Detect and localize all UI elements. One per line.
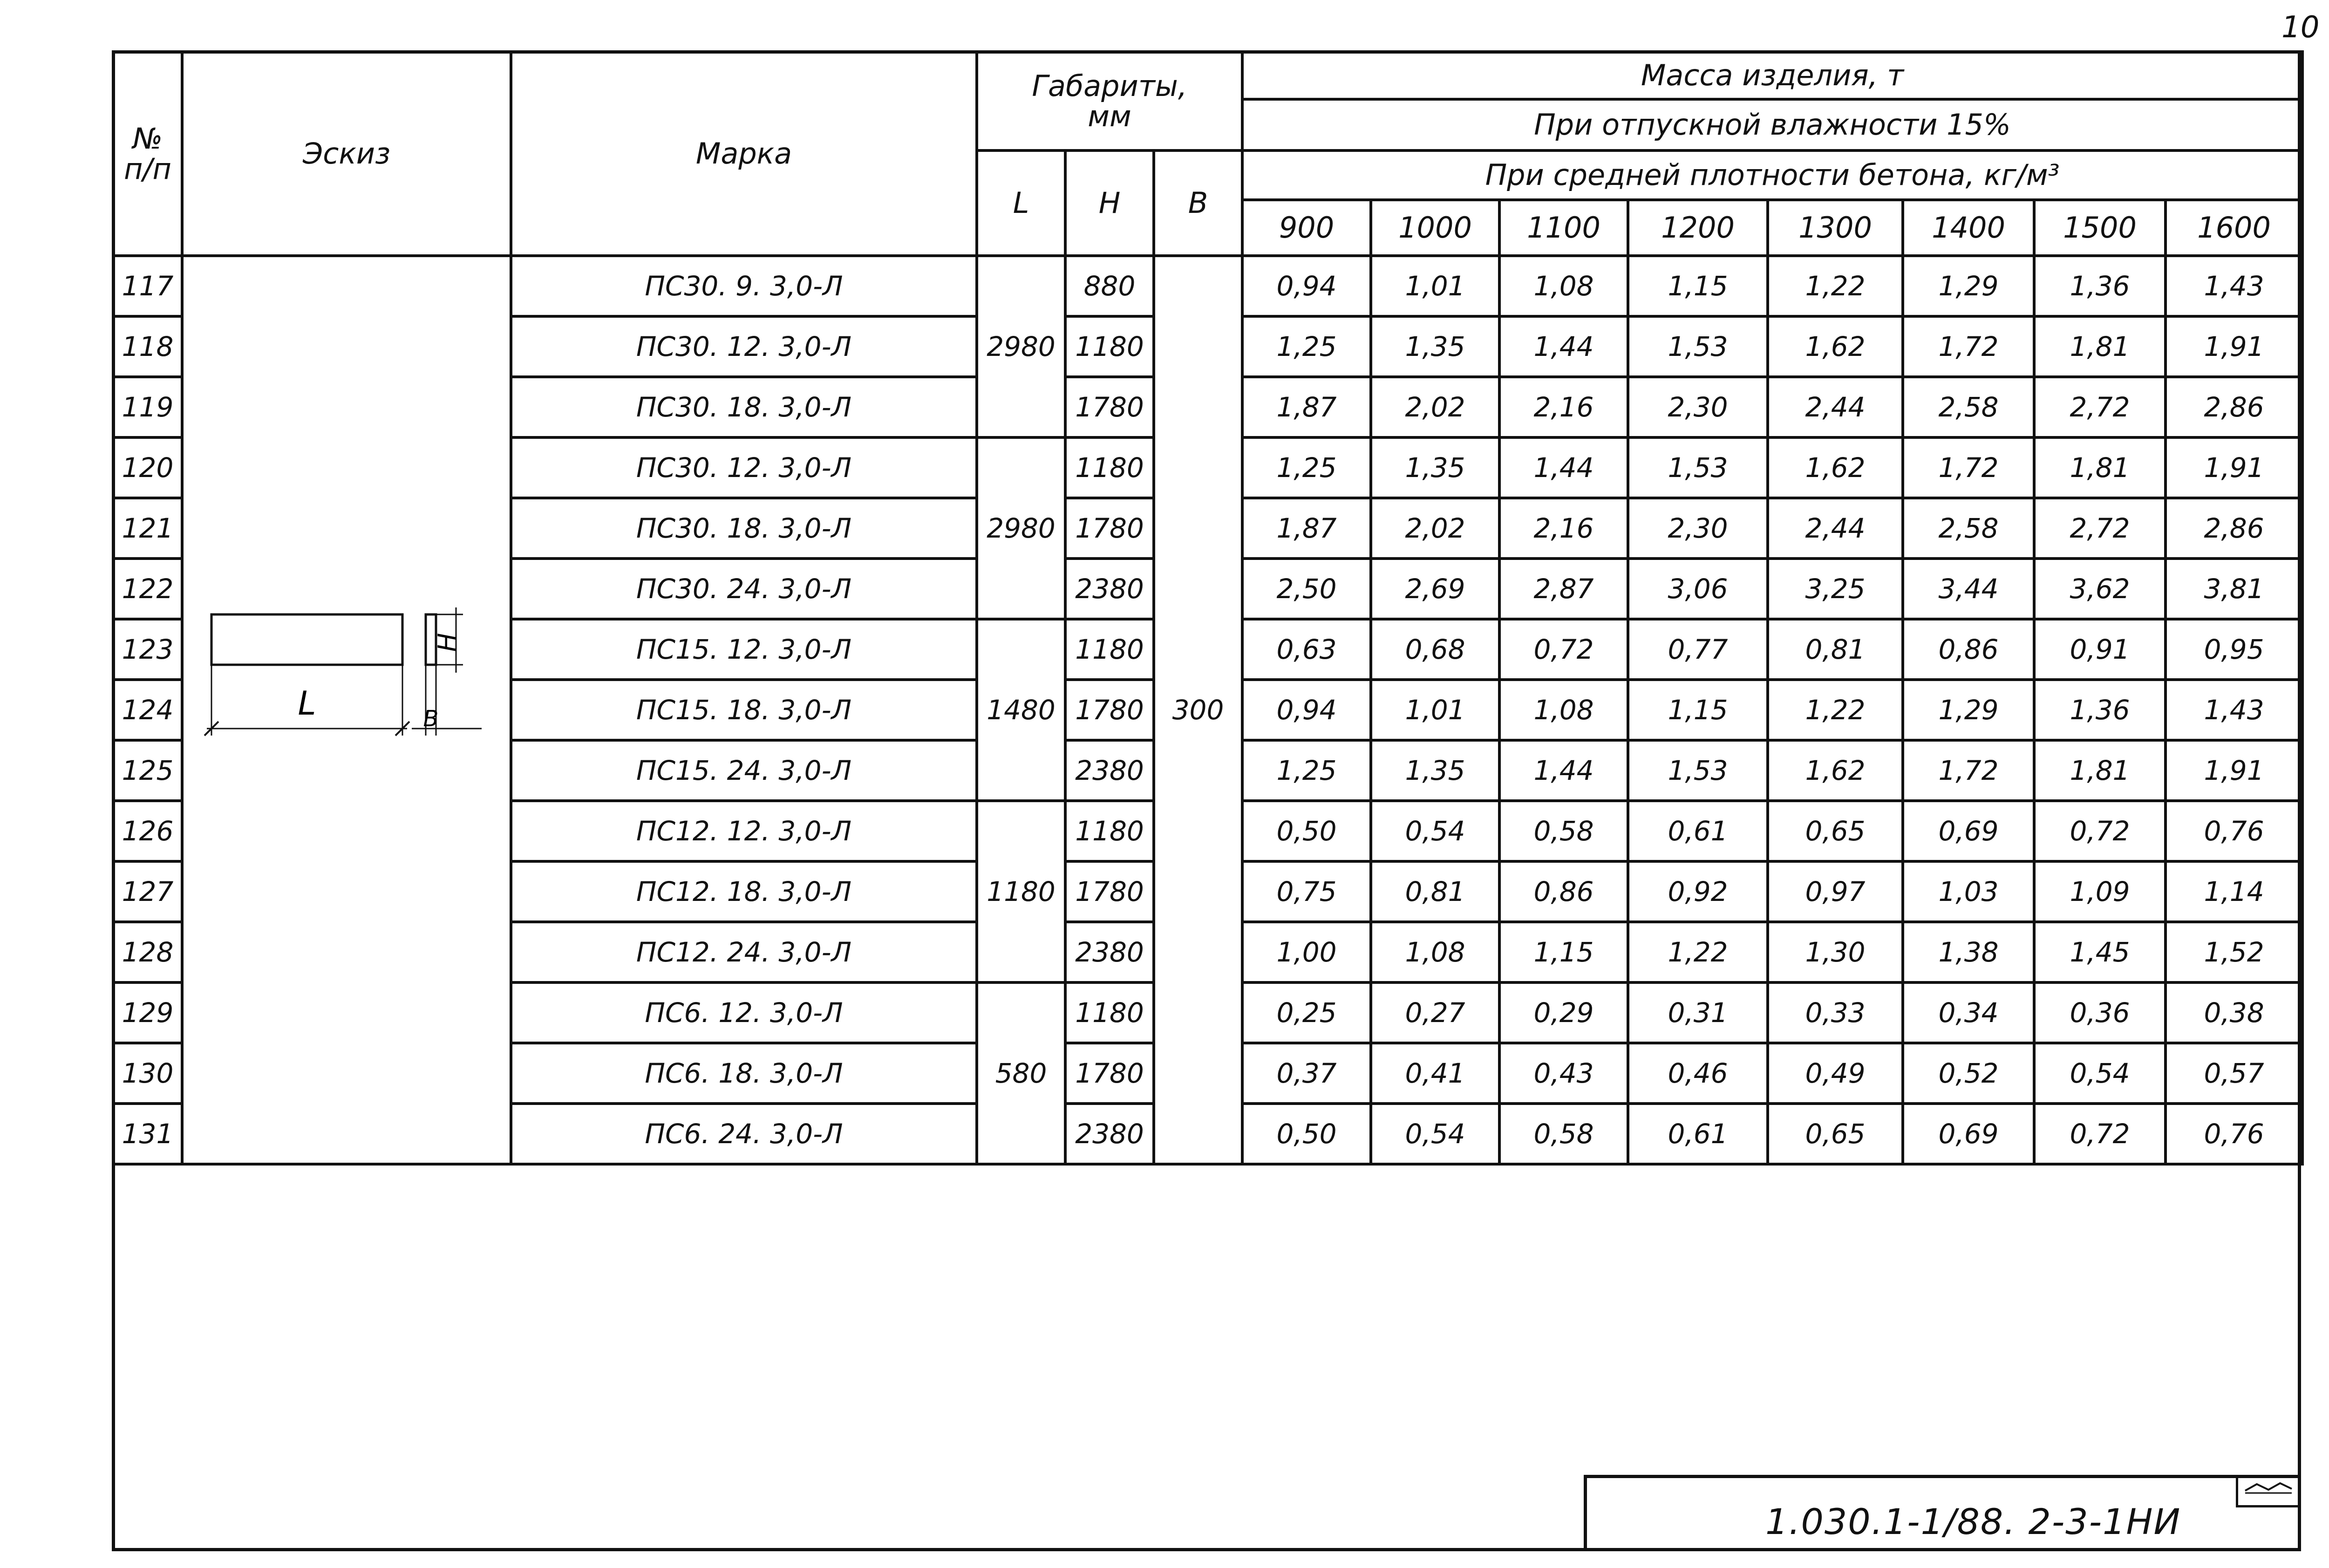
row-mass-value: 1,81: [2034, 740, 2166, 801]
row-length: 580: [977, 982, 1065, 1164]
header-density-value: 900: [1242, 200, 1371, 256]
stamp-mark-icon: [2243, 1480, 2294, 1494]
row-number: 118: [113, 316, 182, 377]
row-number: 130: [113, 1043, 182, 1104]
row-number: 127: [113, 861, 182, 922]
row-mass-value: 0,81: [1768, 619, 1903, 680]
row-mass-value: 2,86: [2166, 498, 2302, 559]
row-mass-value: 1,72: [1903, 437, 2034, 498]
row-mass-value: 1,43: [2166, 256, 2302, 316]
row-mass-value: 0,58: [1499, 1104, 1628, 1164]
table-body: [113, 256, 2302, 1164]
row-height: 1780: [1065, 1043, 1154, 1104]
row-mark: ПС6. 18. 3,0-Л: [511, 1043, 977, 1104]
row-mass-value: 1,25: [1242, 316, 1371, 377]
row-mass-value: 1,08: [1499, 256, 1628, 316]
header-sketch: Эскиз: [182, 52, 511, 256]
row-mass-value: 2,72: [2034, 377, 2166, 437]
row-mass-value: 1,87: [1242, 377, 1371, 437]
row-mass-value: 1,81: [2034, 437, 2166, 498]
row-mass-value: 1,22: [1768, 680, 1903, 740]
document-code: 1.030.1-1/88. 2-3-1НИ: [1765, 1501, 2181, 1542]
row-mass-value: 0,41: [1371, 1043, 1499, 1104]
row-mass-value: 1,53: [1628, 316, 1768, 377]
row-mass-value: 1,52: [2166, 922, 2302, 982]
row-mass-value: 0,92: [1628, 861, 1768, 922]
row-mass-value: 1,87: [1242, 498, 1371, 559]
row-mass-value: 1,45: [2034, 922, 2166, 982]
row-mass-value: 1,36: [2034, 680, 2166, 740]
row-mass-value: 2,30: [1628, 498, 1768, 559]
row-mass-value: 2,58: [1903, 377, 2034, 437]
header-density-value: 1300: [1768, 200, 1903, 256]
row-mass-value: 0,97: [1768, 861, 1903, 922]
row-mass-value: 1,09: [2034, 861, 2166, 922]
row-mass-value: 1,25: [1242, 740, 1371, 801]
row-mass-value: 0,75: [1242, 861, 1371, 922]
row-number: 129: [113, 982, 182, 1043]
panel-sketch: [184, 286, 510, 1134]
row-mark: ПС6. 12. 3,0-Л: [511, 982, 977, 1043]
row-number: 121: [113, 498, 182, 559]
row-mark: ПС6. 24. 3,0-Л: [511, 1104, 977, 1164]
row-number: 123: [113, 619, 182, 680]
row-mark: ПС30. 18. 3,0-Л: [511, 377, 977, 437]
row-height: 1780: [1065, 861, 1154, 922]
row-mass-value: 0,68: [1371, 619, 1499, 680]
row-mass-value: 3,25: [1768, 559, 1903, 619]
row-mass-value: 2,30: [1628, 377, 1768, 437]
row-mass-value: 1,22: [1628, 922, 1768, 982]
header-density-value: 1200: [1628, 200, 1768, 256]
header-num: № п/п: [113, 52, 182, 256]
row-mass-value: 0,34: [1903, 982, 2034, 1043]
row-mass-value: 1,91: [2166, 437, 2302, 498]
panel-front-view: [211, 614, 402, 665]
row-mass-value: 2,16: [1499, 377, 1628, 437]
length-label: L: [298, 684, 316, 723]
row-mark: ПС30. 18. 3,0-Л: [511, 498, 977, 559]
row-mass-value: 0,49: [1768, 1043, 1903, 1104]
row-height: 1180: [1065, 316, 1154, 377]
row-mass-value: 0,65: [1768, 1104, 1903, 1164]
row-height: 2380: [1065, 740, 1154, 801]
row-number: 126: [113, 801, 182, 861]
height-label: H: [433, 633, 462, 652]
row-mass-value: 1,00: [1242, 922, 1371, 982]
row-mass-value: 1,35: [1371, 740, 1499, 801]
row-mass-value: 1,35: [1371, 437, 1499, 498]
row-mass-value: 0,58: [1499, 801, 1628, 861]
row-height: 1180: [1065, 801, 1154, 861]
row-height: 1780: [1065, 498, 1154, 559]
row-mass-value: 0,72: [2034, 801, 2166, 861]
row-mass-value: 0,81: [1371, 861, 1499, 922]
row-mass-value: 3,62: [2034, 559, 2166, 619]
header-density-value: 1400: [1903, 200, 2034, 256]
row-mass-value: 0,46: [1628, 1043, 1768, 1104]
stamp-box: [2236, 1475, 2301, 1507]
row-mass-value: 0,54: [1371, 1104, 1499, 1164]
header-dimensions: Габариты, мм: [977, 52, 1242, 150]
row-mass-value: 2,44: [1768, 377, 1903, 437]
row-height: 1180: [1065, 437, 1154, 498]
row-mass-value: 2,44: [1768, 498, 1903, 559]
row-mass-value: 1,29: [1903, 256, 2034, 316]
row-number: 119: [113, 377, 182, 437]
table-row: [113, 256, 2302, 316]
row-mass-value: 1,03: [1903, 861, 2034, 922]
row-mass-value: 0,95: [2166, 619, 2302, 680]
row-mass-value: 1,44: [1499, 316, 1628, 377]
row-mass-value: 0,31: [1628, 982, 1768, 1043]
row-number: 124: [113, 680, 182, 740]
header-density-value: 1000: [1371, 200, 1499, 256]
row-mass-value: 1,15: [1499, 922, 1628, 982]
row-mass-value: 2,86: [2166, 377, 2302, 437]
row-number: 117: [113, 256, 182, 316]
row-mass-value: 1,62: [1768, 740, 1903, 801]
row-mass-value: 2,58: [1903, 498, 2034, 559]
row-mass-value: 0,61: [1628, 1104, 1768, 1164]
sketch-cell: [182, 256, 511, 1164]
row-mass-value: 3,06: [1628, 559, 1768, 619]
row-mass-value: 0,94: [1242, 256, 1371, 316]
row-mass-value: 0,54: [1371, 801, 1499, 861]
header-density-value: 1500: [2034, 200, 2166, 256]
row-mass-value: 1,22: [1768, 256, 1903, 316]
header-density-value: 1100: [1499, 200, 1628, 256]
row-mass-value: 0,50: [1242, 801, 1371, 861]
header-dim-h: H: [1065, 150, 1154, 256]
header-humidity: При отпускной влажности 15%: [1242, 99, 2302, 150]
row-mass-value: 2,16: [1499, 498, 1628, 559]
row-mark: ПС30. 12. 3,0-Л: [511, 316, 977, 377]
row-mass-value: 1,62: [1768, 437, 1903, 498]
row-mass-value: 0,69: [1903, 1104, 2034, 1164]
row-mass-value: 0,72: [1499, 619, 1628, 680]
row-mark: ПС12. 12. 3,0-Л: [511, 801, 977, 861]
row-mass-value: 1,44: [1499, 740, 1628, 801]
row-mass-value: 0,91: [2034, 619, 2166, 680]
row-thickness: 300: [1154, 256, 1242, 1164]
row-mass-value: 0,52: [1903, 1043, 2034, 1104]
row-mass-value: 1,81: [2034, 316, 2166, 377]
row-mark: ПС30. 24. 3,0-Л: [511, 559, 977, 619]
row-number: 128: [113, 922, 182, 982]
row-mass-value: 1,91: [2166, 316, 2302, 377]
row-mass-value: 0,29: [1499, 982, 1628, 1043]
header-density: При средней плотности бетона, кг/м³: [1242, 150, 2302, 200]
row-mass-value: 2,72: [2034, 498, 2166, 559]
row-mass-value: 0,36: [2034, 982, 2166, 1043]
row-length: 2980: [977, 437, 1065, 619]
row-mass-value: 2,87: [1499, 559, 1628, 619]
row-mass-value: 1,15: [1628, 680, 1768, 740]
row-mass-value: 1,72: [1903, 740, 2034, 801]
row-mass-value: 2,02: [1371, 377, 1499, 437]
row-length: 1480: [977, 619, 1065, 801]
row-mass-value: 1,38: [1903, 922, 2034, 982]
row-mass-value: 1,44: [1499, 437, 1628, 498]
row-mass-value: 1,43: [2166, 680, 2302, 740]
row-mass-value: 0,86: [1903, 619, 2034, 680]
row-mass-value: 0,63: [1242, 619, 1371, 680]
row-mass-value: 1,15: [1628, 256, 1768, 316]
row-height: 2380: [1065, 922, 1154, 982]
header-mass: Масса изделия, т: [1242, 52, 2302, 99]
row-mark: ПС12. 24. 3,0-Л: [511, 922, 977, 982]
row-mass-value: 0,72: [2034, 1104, 2166, 1164]
row-mass-value: 1,01: [1371, 256, 1499, 316]
row-height: 880: [1065, 256, 1154, 316]
row-mass-value: 0,25: [1242, 982, 1371, 1043]
row-number: 131: [113, 1104, 182, 1164]
row-mark: ПС15. 24. 3,0-Л: [511, 740, 977, 801]
row-mass-value: 3,44: [1903, 559, 2034, 619]
row-mass-value: 0,65: [1768, 801, 1903, 861]
row-mass-value: 1,01: [1371, 680, 1499, 740]
row-mass-value: 1,53: [1628, 740, 1768, 801]
row-mass-value: 1,08: [1499, 680, 1628, 740]
row-mass-value: 1,25: [1242, 437, 1371, 498]
page-number: 10: [2281, 10, 2320, 45]
row-mass-value: 0,54: [2034, 1043, 2166, 1104]
row-mass-value: 0,76: [2166, 1104, 2302, 1164]
row-mass-value: 0,76: [2166, 801, 2302, 861]
row-mass-value: 1,35: [1371, 316, 1499, 377]
row-height: 1180: [1065, 982, 1154, 1043]
row-height: 1180: [1065, 619, 1154, 680]
row-length: 1180: [977, 801, 1065, 982]
row-mark: ПС30. 12. 3,0-Л: [511, 437, 977, 498]
row-mass-value: 2,69: [1371, 559, 1499, 619]
row-mass-value: 1,91: [2166, 740, 2302, 801]
row-height: 2380: [1065, 1104, 1154, 1164]
row-mark: ПС12. 18. 3,0-Л: [511, 861, 977, 922]
row-height: 1780: [1065, 377, 1154, 437]
row-number: 122: [113, 559, 182, 619]
row-mass-value: 1,14: [2166, 861, 2302, 922]
row-mass-value: 1,29: [1903, 680, 2034, 740]
row-length: 2980: [977, 256, 1065, 437]
header-dim-b: В: [1154, 150, 1242, 256]
row-mass-value: 0,86: [1499, 861, 1628, 922]
mass-table: [112, 50, 2304, 1166]
row-mass-value: 0,57: [2166, 1043, 2302, 1104]
row-mass-value: 3,81: [2166, 559, 2302, 619]
row-mass-value: 0,69: [1903, 801, 2034, 861]
row-mass-value: 1,62: [1768, 316, 1903, 377]
row-height: 1780: [1065, 680, 1154, 740]
row-mark: ПС15. 12. 3,0-Л: [511, 619, 977, 680]
row-mass-value: 0,27: [1371, 982, 1499, 1043]
row-mass-value: 0,43: [1499, 1043, 1628, 1104]
row-mass-value: 0,94: [1242, 680, 1371, 740]
row-height: 2380: [1065, 559, 1154, 619]
row-mass-value: 1,36: [2034, 256, 2166, 316]
row-mass-value: 1,30: [1768, 922, 1903, 982]
row-mark: ПС30. 9. 3,0-Л: [511, 256, 977, 316]
row-mass-value: 0,37: [1242, 1043, 1371, 1104]
header-mark: Марка: [511, 52, 977, 256]
row-mass-value: 0,38: [2166, 982, 2302, 1043]
row-mass-value: 2,50: [1242, 559, 1371, 619]
row-mass-value: 1,72: [1903, 316, 2034, 377]
header-dim-l: L: [977, 150, 1065, 256]
row-mass-value: 0,33: [1768, 982, 1903, 1043]
row-mass-value: 1,53: [1628, 437, 1768, 498]
row-mass-value: 0,61: [1628, 801, 1768, 861]
row-number: 120: [113, 437, 182, 498]
row-number: 125: [113, 740, 182, 801]
row-mass-value: 2,02: [1371, 498, 1499, 559]
table-header: [113, 52, 2302, 256]
row-mass-value: 0,77: [1628, 619, 1768, 680]
row-mark: ПС15. 18. 3,0-Л: [511, 680, 977, 740]
row-mass-value: 0,50: [1242, 1104, 1371, 1164]
row-mass-value: 1,08: [1371, 922, 1499, 982]
thickness-label: В: [423, 706, 439, 732]
header-density-value: 1600: [2166, 200, 2302, 256]
